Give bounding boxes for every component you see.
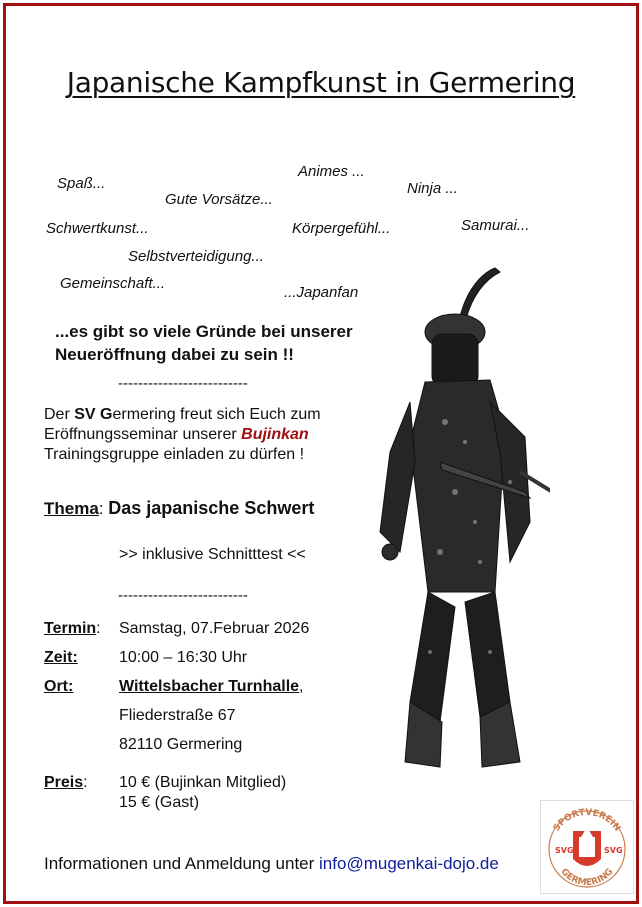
intro-part1: Der [44, 406, 75, 423]
keyword-gemeinschaft: Gemeinschaft... [60, 275, 166, 292]
logo-top-text: SPORTVEREIN [551, 807, 623, 834]
keyword-selbstverteidigung: Selbstverteidigung... [128, 248, 264, 265]
intro-part3: Trainingsgruppe einladen zu dürfen ! [44, 446, 305, 463]
keyword-vorsaetze: Gute Vorsätze... [165, 191, 273, 208]
preis-row: Preis: [44, 774, 88, 791]
club-logo-graphic [541, 801, 633, 893]
ort-venue: Wittelsbacher Turnhalle [119, 678, 300, 695]
intro-sv: SV G [74, 406, 113, 423]
ort-city: 82110 Germering [119, 736, 243, 753]
logo-right-text: SVG [604, 846, 623, 855]
zeit-value: 10:00 – 16:30 Uhr [119, 649, 248, 666]
logo-bottom-text: GERMERING [558, 867, 616, 889]
keyword-ninja: Ninja ... [407, 180, 458, 197]
keyword-spass: Spaß... [57, 175, 106, 192]
termin-value: Samstag, 07.Februar 2026 [119, 620, 310, 637]
preis-guest: 15 € (Gast) [119, 794, 200, 811]
termin-label: Termin [44, 620, 97, 637]
contact-line [44, 854, 499, 874]
reasons-text: ...es gibt so viele Gründe bei unserer Neueröffnung dabei zu sein !! [55, 322, 353, 364]
keyword-animes: Animes ... [298, 163, 365, 180]
preis-member: 10 € (Bujinkan Mitglied) [119, 774, 287, 791]
page-title: Japanische Kampfkunst in Germering [66, 66, 576, 99]
termin-row: Termin: [44, 620, 101, 637]
intro-brand: Bujinkan [241, 426, 309, 443]
keyword-japanfan: ...Japanfan [284, 284, 359, 301]
svg-text:GERMERING [559, 867, 616, 888]
intro-text [44, 405, 384, 465]
club-logo [540, 800, 634, 894]
thema-value: Das japanische Schwert [108, 498, 315, 518]
schnitttest-note: >> inklusive Schnitttest << [119, 546, 306, 563]
preis-label: Preis [44, 774, 84, 791]
divider-top: -------------------------- [118, 375, 248, 392]
ort-venue-row: Wittelsbacher Turnhalle, [119, 678, 304, 695]
zeit-label: Zeit: [44, 649, 78, 666]
contact-text: Informationen und Anmeldung unter [44, 854, 320, 873]
ort-street: Fliederstraße 67 [119, 707, 236, 724]
thema-colon: : [98, 499, 109, 518]
samurai-illustration [370, 262, 550, 792]
thema-line [44, 498, 314, 519]
logo-left-text: SVG [555, 846, 574, 855]
divider-bottom: -------------------------- [118, 587, 248, 604]
keyword-samurai: Samurai... [461, 217, 530, 234]
ort-label: Ort: [44, 678, 74, 695]
contact-email-link[interactable]: info@mugenkai-dojo.de [319, 854, 499, 873]
intro-part2: ermering freut sich Euch zum Eröffnungsseminar unserer [44, 406, 321, 443]
keyword-schwertkunst: Schwertkunst... [46, 220, 149, 237]
keyword-koerpergefuehl: Körpergefühl... [292, 220, 391, 237]
thema-label: Thema [44, 499, 99, 518]
